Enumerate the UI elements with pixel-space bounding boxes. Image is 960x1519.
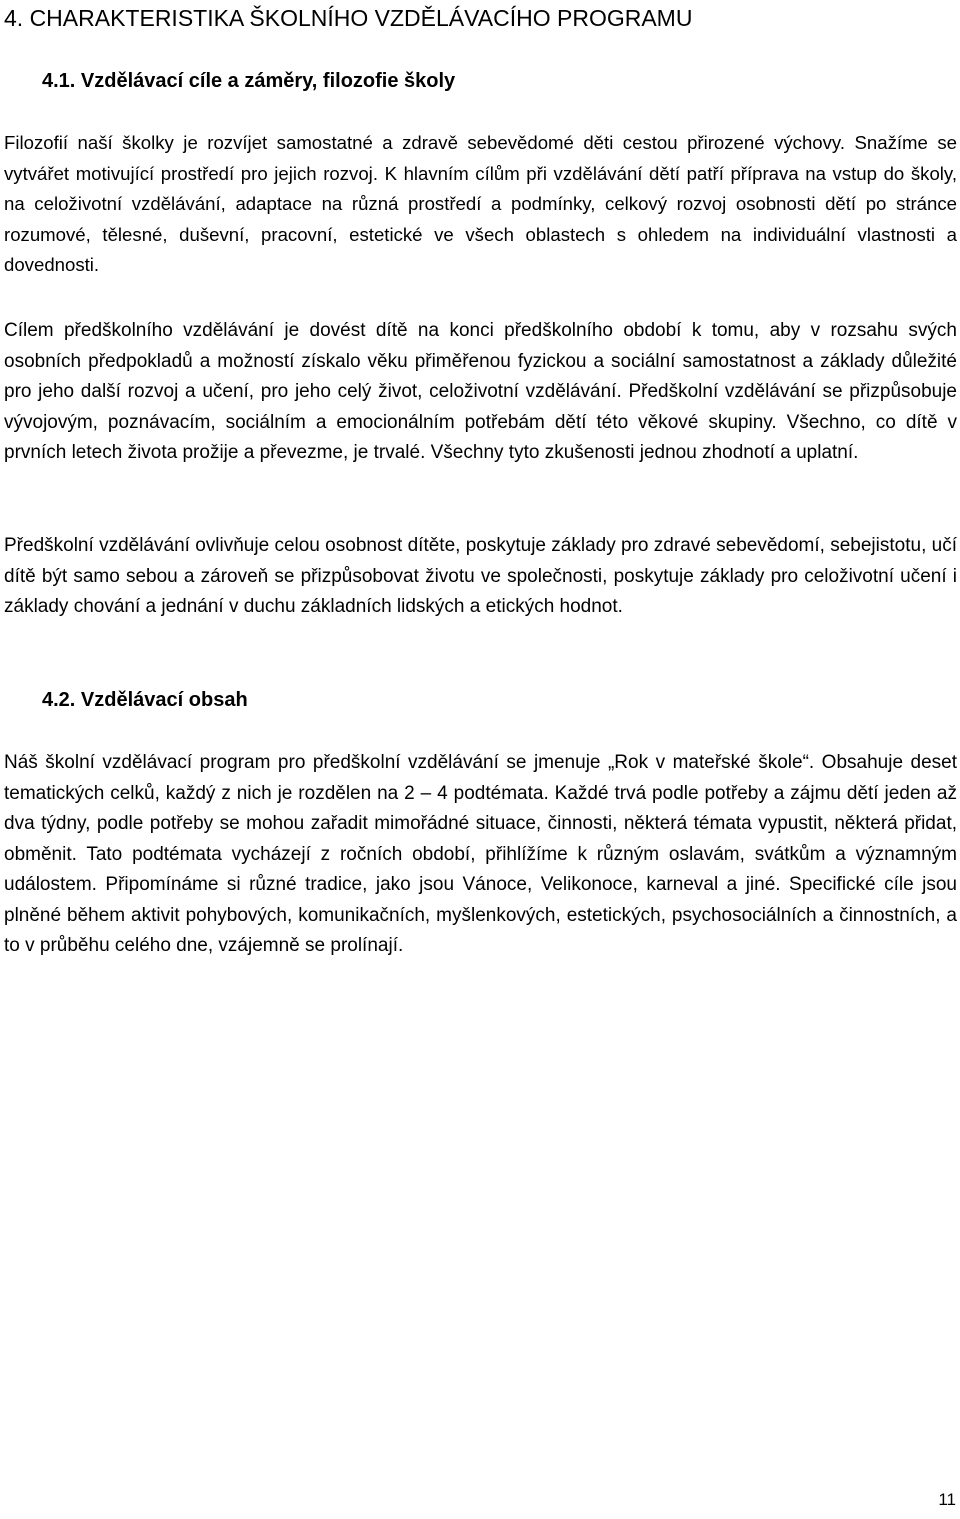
section-heading-4-1: 4.1. Vzdělávací cíle a záměry, filozofie školy <box>42 70 456 92</box>
paragraph-preschool-influence: Předškolní vzdělávání ovlivňuje celou osobnost dítěte, poskytuje základy pro zdravé sebevědomí, sebejistotu, učí dítě být samo sebou a zároveň se přizpůsobovat životu ve společnosti, poskytuje základy pro celoživotní učení i základy chování a jednání v duchu základních lidských a etických hodnot. <box>4 535 957 617</box>
paragraph-educational-content: Náš školní vzdělávací program pro předškolní vzdělávání se jmenuje „Rok v mateřské škole“. Obsahuje deset tematických celků, každý z nich je rozdělen na 2 – 4 podtémata. Každé trvá podle potřeby a zájmu dětí jeden až dva týdny, podle potřeby se mohou zařadit mimořádné situace, činnosti, některá témata vypustit, některá přidat, obměnit. Tato podtémata vycházejí z ročních období, přihlížíme k různým oslavám, svátkům a významným událostem. Připomínáme si různé tradice, jako jsou Vánoce, Velikonoce, karneval a jiné. Specifické cíle jsou plněné během aktivit pohybových, komunikačních, myšlenkových, estetických, psychosociálních a činnostních, a to v průběhu celého dne, vzájemně se prolínají. <box>4 752 957 956</box>
page-number: 11 <box>938 1490 956 1509</box>
paragraph-preschool-goal: Cílem předškolního vzdělávání je dovést dítě na konci předškolního období k tomu, aby v rozsahu svých osobních předpokladů a možností získalo věku přiměřenou fyzickou a sociální samostatnost a základy důležité pro jeho další rozvoj a učení, pro jeho celý život, celoživotní vzdělávání. Předškolní vzdělávání se přizpůsobuje vývojovým, poznávacím, sociálním a emocionálním potřebám dětí této věkové skupiny. Všechno, co dítě v prvních letech života prožije a převezme, je trvalé. Všechny tyto zkušenosti jednou zhodnotí a uplatní. <box>4 320 957 463</box>
section-heading-4-2: 4.2. Vzdělávací obsah <box>42 689 248 711</box>
paragraph-philosophy: Filozofií naší školky je rozvíjet samostatné a zdravě sebevědomé děti cestou přirozené výchovy. Snažíme se vytvářet motivující prostředí pro jejich rozvoj. K hlavním cílům při vzdělávání dětí patří příprava na vstup do školy, na celoživotní vzdělávání, adaptace na různá prostředí a podmínky, celkový rozvoj osobnosti dětí po stránce rozumové, tělesné, duševní, pracovní, estetické ve všech oblastech s ohledem na individuální vlastnosti a dovednosti. <box>4 132 957 275</box>
chapter-heading: 4. CHARAKTERISTIKA ŠKOLNÍHO VZDĚLÁVACÍHO PROGRAMU <box>4 5 693 31</box>
